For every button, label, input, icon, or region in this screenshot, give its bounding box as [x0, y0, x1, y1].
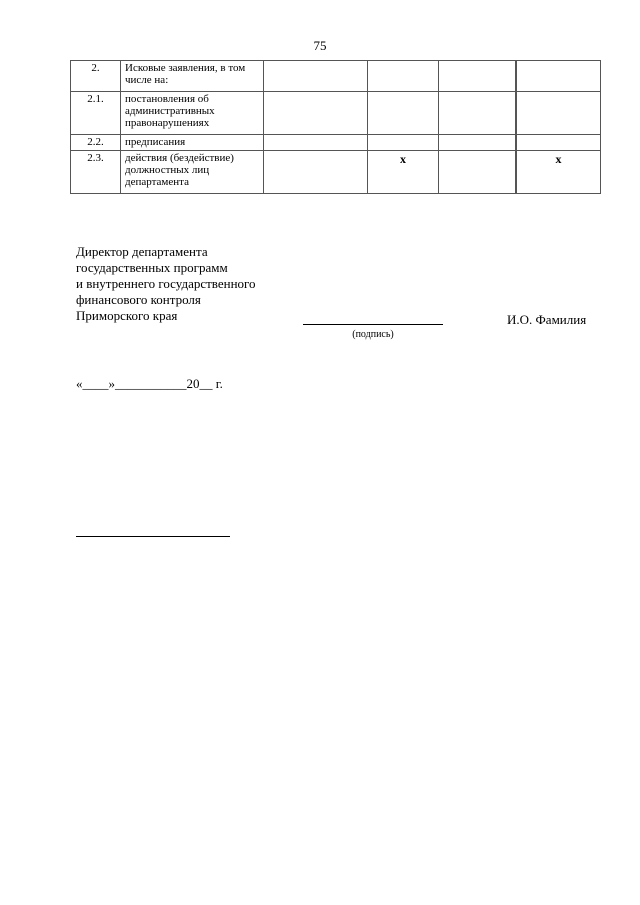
signatory-title-line: Директор департамента	[76, 244, 208, 259]
signatory-title	[76, 244, 256, 324]
signatory-title-line: и внутреннего государственного	[76, 276, 256, 291]
row-number: 2.3.	[71, 151, 121, 194]
page-number: 75	[313, 38, 327, 53]
row-label: предписания	[121, 135, 264, 151]
row-number: 2.	[71, 61, 121, 92]
date-line: «____»___________20__ г.	[76, 376, 223, 391]
table-cell	[368, 92, 439, 135]
row-label: Исковые заявления, в том числе на:	[121, 61, 264, 92]
table-cell	[264, 151, 368, 194]
x-mark: x	[368, 151, 439, 194]
table-row	[71, 92, 601, 135]
table-cell	[439, 135, 516, 151]
signer-name: И.О. Фамилия	[507, 312, 587, 327]
table-row	[71, 151, 601, 194]
footnote-separator	[76, 536, 230, 537]
table-cell	[264, 92, 368, 135]
row-number: 2.1.	[71, 92, 121, 135]
row-label: постановления об административных правонарушениях	[121, 92, 264, 135]
table-row	[71, 61, 601, 92]
signatory-title-line: государственных программ	[76, 260, 228, 275]
signature-caption: (подпись)	[352, 329, 394, 340]
table-cell	[517, 61, 601, 92]
table-cell	[439, 61, 516, 92]
signature-line	[303, 324, 443, 325]
x-mark: x	[517, 151, 601, 194]
table-cell	[517, 92, 601, 135]
table-cell	[368, 135, 439, 151]
row-number: 2.2.	[71, 135, 121, 151]
table-cell	[264, 135, 368, 151]
report-table	[70, 60, 601, 194]
table-cell	[517, 135, 601, 151]
row-label: действия (бездействие) должностных лиц департамента	[121, 151, 264, 194]
table-row	[71, 135, 601, 151]
signatory-title-line: финансового контроля	[76, 292, 201, 307]
table-cell	[368, 61, 439, 92]
signatory-title-line: Приморского края	[76, 308, 178, 323]
table-cell	[439, 92, 516, 135]
table-cell	[439, 151, 516, 194]
table-cell	[264, 61, 368, 92]
